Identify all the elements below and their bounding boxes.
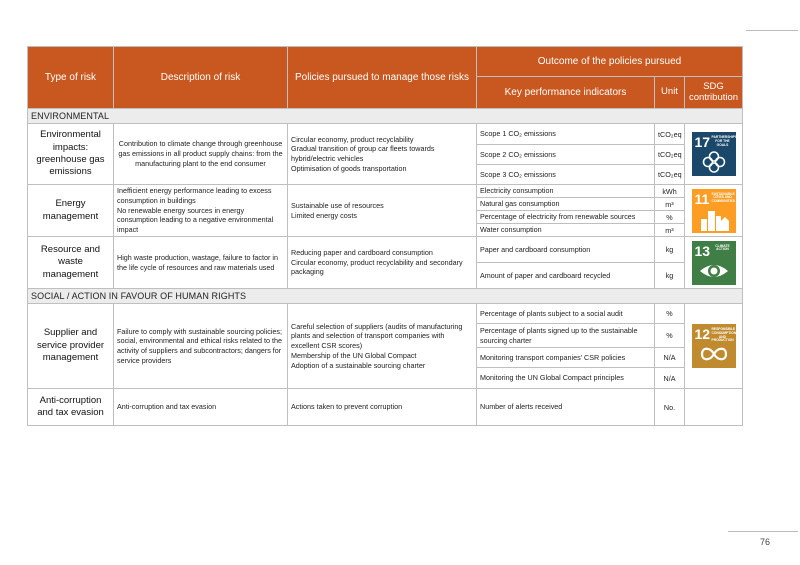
unit-cell: kg (655, 237, 685, 263)
policy-item: Gradual transition of group car fleets towards hybrid/electric vehicles (291, 144, 435, 163)
sdg-number: 17 (694, 134, 711, 150)
kpi-cell: Monitoring the UN Global Compact principles (477, 368, 655, 389)
risk-description-ghg: Contribution to climate change through greenhouse gas emissions in all product supply chains: from the manufacturing plant to the end consumer (114, 124, 288, 185)
policies-waste (288, 237, 477, 289)
sdg-number: 12 (694, 326, 711, 342)
description-item: No renewable energy sources in energy consumption leading to a negative environmental impact (117, 205, 274, 235)
sdg-caption: PARTNERSHIPS FOR THE GOALS (711, 135, 738, 147)
risk-type-ghg: Environmental impacts: greenhouse gas emissions (28, 124, 114, 185)
policy-item: Adoption of a sustainable sourcing charter (291, 360, 426, 370)
policy-item: Limited energy costs (291, 210, 357, 220)
sdg-caption: RESPONSIBLE CONSUMPTION AND PRODUCTION (711, 327, 737, 343)
kpi-cell: Number of alerts received (477, 389, 655, 426)
sdg-number: 11 (694, 190, 710, 207)
unit-cell: tCO₂eq (655, 145, 685, 165)
page-corner-rule (746, 30, 798, 31)
unit-cell: kWh (655, 185, 685, 198)
footer-rule (728, 531, 798, 532)
unit-cell: tCO₂eq (655, 124, 685, 145)
kpi-cell: Percentage of electricity from renewable sources (477, 211, 655, 224)
kpi-cell: Water consumption (477, 224, 655, 237)
policy-item: Careful selection of suppliers (audits of manufacturing plants and selection of transport companies with excellent CSR scores) (291, 321, 463, 351)
unit-cell: N/A (655, 348, 685, 368)
risk-description-supplier: Failure to comply with sustainable sourcing policies; social, environmental and ethical risks related to the activity of suppliers and subcontractors; dangers for service providers (114, 304, 288, 389)
unit-cell: kg (655, 263, 685, 289)
sdg-17-icon (692, 132, 736, 176)
unit-cell: N/A (655, 368, 685, 389)
partnership-rings-icon (699, 150, 729, 174)
sdg-cell-11 (685, 185, 743, 237)
kpi-cell: Monitoring transport companies' CSR policies (477, 348, 655, 368)
policy-item: Reducing paper and cardboard consumption (291, 247, 433, 257)
policy-item: Sustainable use of resources (291, 200, 384, 210)
sdg-caption: CLIMATE ACTION (715, 243, 730, 252)
policy-item: Circular economy, product recyclability (291, 134, 414, 144)
policy-item: Membership of the UN Global Compact (291, 350, 417, 360)
unit-cell: % (655, 304, 685, 324)
unit-cell: % (655, 324, 685, 348)
unit-cell: No. (655, 389, 685, 426)
kpi-cell: Scope 3 CO₂ emissions (477, 165, 655, 185)
sdg-cell-13 (685, 237, 743, 289)
sdg-caption: SUSTAINABLE CITIES AND COMMUNITIES (711, 191, 735, 204)
header-description: Description of risk (114, 47, 288, 109)
risk-policy-table (27, 46, 743, 426)
policy-item: Circular economy, product recyclability and secondary packaging (291, 257, 463, 277)
sdg-cell-12 (685, 304, 743, 389)
header-policies: Policies pursued to manage those risks (288, 47, 477, 109)
kpi-cell: Paper and cardboard consumption (477, 237, 655, 263)
kpi-cell: Scope 1 CO₂ emissions (477, 124, 655, 145)
page-number: 76 (760, 537, 771, 547)
sdg-cell-17 (685, 124, 743, 185)
risk-type-supplier: Supplier and service provider management (28, 304, 114, 389)
description-item: Inefficient energy performance leading to excess consumption in buildings (117, 186, 272, 205)
sdg-12-icon (692, 324, 736, 368)
kpi-cell: Scope 2 CO₂ emissions (477, 145, 655, 165)
city-buildings-icon (699, 207, 729, 231)
header-unit: Unit (655, 77, 685, 109)
sdg-11-icon (692, 189, 736, 233)
policies-energy (288, 185, 477, 237)
policy-item: Optimisation of goods transportation (291, 163, 407, 173)
policies-supplier (288, 304, 477, 389)
header-kpi: Key performance indicators (477, 77, 655, 109)
unit-cell: tCO₂eq (655, 165, 685, 185)
unit-cell: m³ (655, 198, 685, 211)
kpi-cell: Electricity consumption (477, 185, 655, 198)
risk-type-energy: Energy management (28, 185, 114, 237)
kpi-cell: Percentage of plants subject to a social audit (477, 304, 655, 324)
risk-description-energy (114, 185, 288, 237)
risk-description-waste: High waste production, wastage, failure to factor in the life cycle of resources and raw materials used (114, 237, 288, 289)
risk-description-anticorruption: Anti-corruption and tax evasion (114, 389, 288, 426)
kpi-cell: Natural gas consumption (477, 198, 655, 211)
eye-globe-icon (699, 259, 729, 283)
policies-ghg (288, 124, 477, 185)
sdg-13-icon (692, 241, 736, 285)
section-social: SOCIAL / ACTION IN FAVOUR OF HUMAN RIGHTS (28, 289, 743, 304)
sdg-number: 13 (694, 242, 711, 259)
kpi-cell: Amount of paper and cardboard recycled (477, 263, 655, 289)
header-type-of-risk: Type of risk (28, 47, 114, 109)
infinity-loop-icon (699, 342, 729, 366)
unit-cell: % (655, 211, 685, 224)
risk-type-waste: Resource and waste management (28, 237, 114, 289)
sdg-cell-empty (685, 389, 743, 426)
section-environmental: ENVIRONMENTAL (28, 109, 743, 124)
kpi-cell: Percentage of plants signed up to the sustainable sourcing charter (477, 324, 655, 348)
risk-type-anticorruption: Anti-corruption and tax evasion (28, 389, 114, 426)
header-outcome: Outcome of the policies pursued (477, 47, 743, 77)
policies-anticorruption: Actions taken to prevent corruption (288, 389, 477, 426)
header-sdg: SDG contribution (685, 77, 743, 109)
unit-cell: m³ (655, 224, 685, 237)
